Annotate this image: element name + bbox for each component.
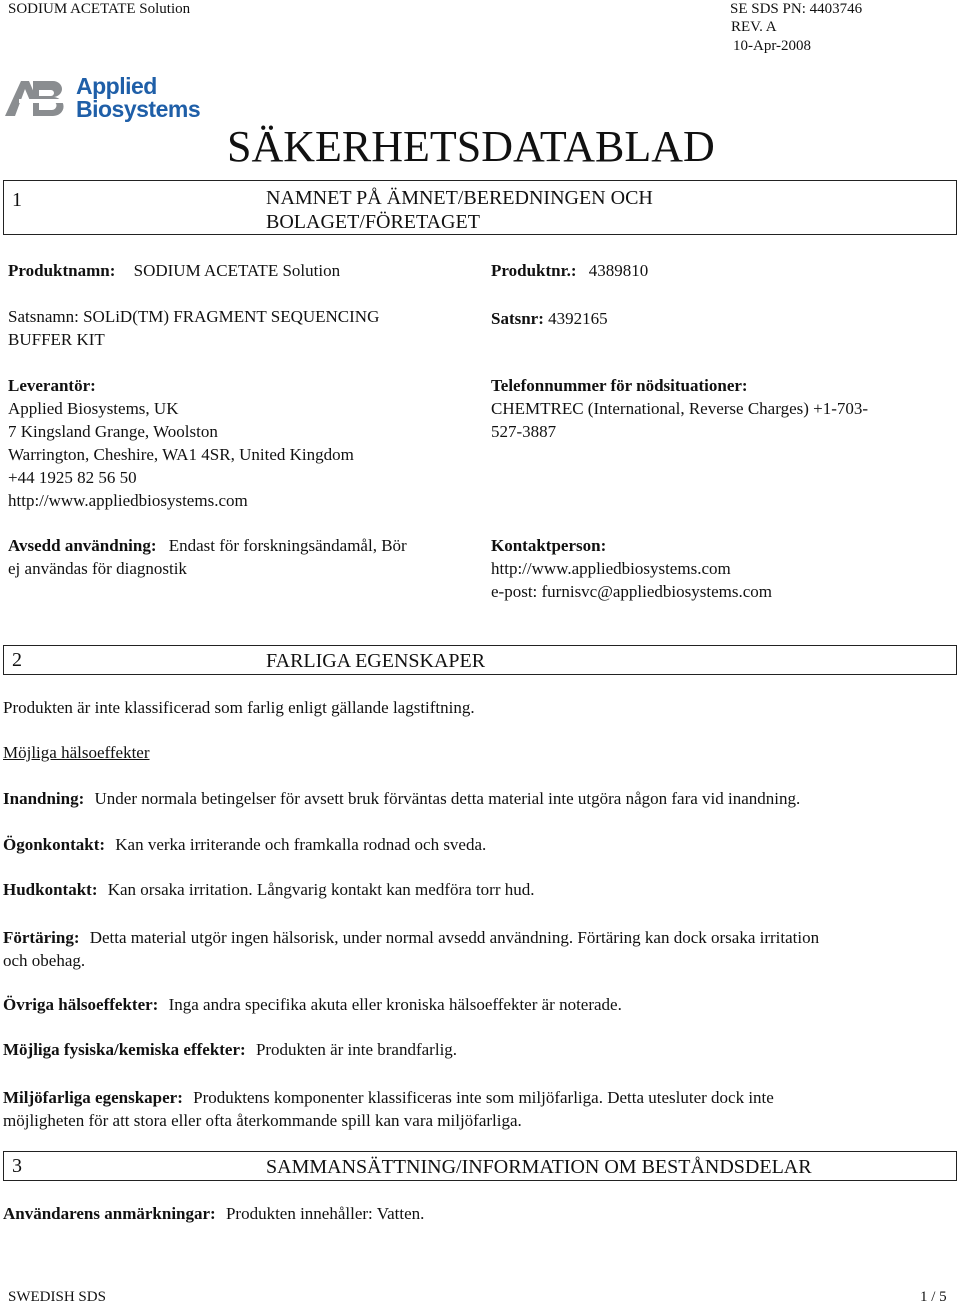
inandning-label: Inandning: [3, 789, 85, 808]
section-3-number: 3 [12, 1155, 22, 1177]
ogonkontakt-row [3, 835, 486, 855]
inandning-row [3, 789, 800, 809]
section-2-title: FARLIGA EGENSKAPER [266, 650, 486, 672]
fysiska-row [3, 1040, 457, 1060]
miljo-label: Miljöfarliga egenskaper: [3, 1088, 183, 1107]
leverantor-line: Applied Biosystems, UK [8, 399, 179, 418]
hudkontakt-label: Hudkontakt: [3, 880, 98, 899]
produktnr-row [491, 260, 648, 282]
footer-page-number: 1 / 5 [920, 1289, 947, 1305]
produktnr-value: 4389810 [588, 261, 649, 280]
satsnamn-label: Satsnamn: [8, 307, 79, 326]
anmarkningar-label: Användarens anmärkningar: [3, 1204, 216, 1223]
header-sds-pn: SE SDS PN: 4403746 [730, 1, 863, 17]
company-logo [5, 73, 205, 123]
section-1-title-line-2: BOLAGET/FÖRETAGET [266, 211, 480, 233]
ovriga-value: Inga andra specifika akuta eller kroniska hälsoeffekter är noterade. [168, 995, 622, 1014]
header-date: 10-Apr-2008 [733, 38, 812, 54]
satsnamn-value-line-1: SOLiD(TM) FRAGMENT SEQUENCING [83, 307, 380, 326]
logo-line-2: Biosystems [76, 96, 201, 122]
fortaring-value-line-1: Detta material utgör ingen hälsorisk, under normal avsedd användning. Förtäring kan dock orsaka irritation [89, 928, 820, 947]
section-2-number: 2 [12, 649, 22, 671]
leverantor-block [8, 374, 354, 512]
ogonkontakt-value: Kan verka irriterande och framkalla rodnad och sveda. [115, 835, 487, 854]
hudkontakt-row [3, 880, 535, 900]
produktnr-label: Produktnr.: [491, 261, 577, 280]
ovriga-label: Övriga hälsoeffekter: [3, 995, 159, 1014]
logo-line-1: Applied [76, 73, 157, 99]
header-product-name: SODIUM ACETATE Solution [8, 1, 191, 17]
ogonkontakt-label: Ögonkontakt: [3, 835, 106, 854]
kontakt-website-link[interactable]: http://www.appliedbiosystems.com [491, 559, 731, 578]
fortaring-label: Förtäring: [3, 928, 80, 947]
miljo-value-line-1: Produktens komponenter klassificeras inte som miljöfarliga. Detta utesluter dock inte [193, 1088, 774, 1107]
section-2-intro: Produkten är inte klassificerad som farlig enligt gällande lagstiftning. [3, 698, 475, 717]
satsnamn-block [8, 305, 379, 351]
telefon-value-line-2: 527-3887 [491, 422, 557, 441]
inandning-value: Under normala betingelser för avsett bruk förväntas detta material inte utgöra någon fara vid inandning. [94, 789, 801, 808]
satsnr-label: Satsnr: [491, 309, 544, 328]
leverantor-label: Leverantör: [8, 376, 96, 395]
kontakt-label: Kontaktperson: [491, 536, 607, 555]
section-1-title-line-1: NAMNET PÅ ÄMNET/BEREDNINGEN OCH [266, 187, 653, 209]
anmarkningar-value: Produkten innehåller: Vatten. [225, 1204, 425, 1223]
section-1-number: 1 [12, 189, 22, 211]
leverantor-line: Warrington, Cheshire, WA1 4SR, United Kingdom [8, 445, 354, 464]
satsnr-value: 4392165 [548, 309, 608, 328]
fysiska-label: Möjliga fysiska/kemiska effekter: [3, 1040, 246, 1059]
section-3-header [3, 1151, 957, 1181]
avsedd-value-line-1: Endast för forskningsändamål, Bör [168, 536, 407, 555]
telefon-value-line-1: CHEMTREC (International, Reverse Charges) +1-703- [491, 399, 869, 418]
section-3-title: SAMMANSÄTTNING/INFORMATION OM BESTÅNDSDELAR [266, 1156, 812, 1178]
fysiska-value: Produkten är inte brandfarlig. [255, 1040, 458, 1059]
section-1-header [3, 180, 957, 235]
satsnamn-value-line-2: BUFFER KIT [8, 330, 105, 349]
fortaring-value-line-2: och obehag. [3, 951, 86, 970]
leverantor-line: 7 Kingsland Grange, Woolston [8, 422, 218, 441]
footer-doc-label: SWEDISH SDS [8, 1289, 106, 1305]
leverantor-line: +44 1925 82 56 50 [8, 468, 137, 487]
avsedd-block [8, 534, 407, 580]
header-rev: REV. A [731, 19, 777, 35]
document-title: SÄKERHETSDATABLAD [227, 122, 715, 171]
section-2-subheading: Möjliga hälsoeffekter [3, 743, 150, 762]
kontakt-block [491, 534, 772, 603]
fortaring-block [3, 926, 819, 972]
hudkontakt-value: Kan orsaka irritation. Långvarig kontakt kan medföra torr hud. [107, 880, 535, 899]
produktnamn-row [8, 260, 340, 282]
produktnamn-label: Produktnamn: [8, 261, 116, 280]
section-2-header [3, 645, 957, 675]
kontakt-email-link[interactable]: e-post: furnisvc@appliedbiosystems.com [491, 582, 772, 601]
miljo-value-line-2: möjligheten för att stora eller ofta återkommande spill kan vara miljöfarliga. [3, 1111, 522, 1130]
ovriga-row [3, 995, 622, 1015]
leverantor-website-link[interactable]: http://www.appliedbiosystems.com [8, 491, 248, 510]
anmarkningar-row [3, 1204, 424, 1224]
produktnamn-value: SODIUM ACETATE Solution [133, 261, 341, 280]
avsedd-label: Avsedd användning: [8, 536, 157, 555]
telefon-label: Telefonnummer för nödsituationer: [491, 376, 748, 395]
avsedd-value-line-2: ej användas för diagnostik [8, 559, 187, 578]
telefon-block [491, 374, 868, 443]
satsnr-row [491, 308, 608, 330]
section-1-title [266, 186, 653, 234]
miljo-block [3, 1086, 774, 1132]
